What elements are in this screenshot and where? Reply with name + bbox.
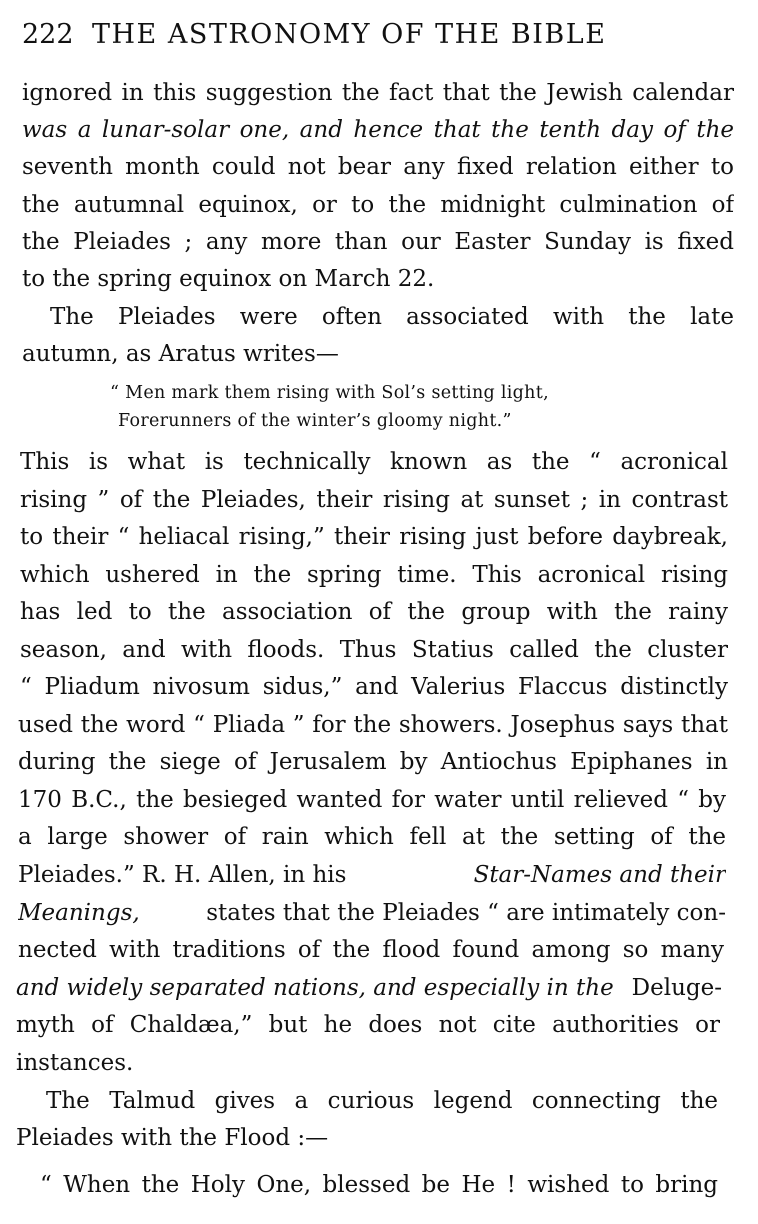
text-line: was a lunar-solar one, and hence that the tenth day of the — [22, 117, 734, 143]
book-title-italic: Star-Names and their — [473, 862, 726, 888]
text-line: Pleiades with the Flood :— — [16, 1125, 329, 1151]
text-line: which ushered in the spring time. This acronical rising — [20, 562, 728, 588]
text-run: Pleiades.” R. H. Allen, in his — [18, 862, 347, 888]
text-line: has led to the association of the group with the rainy — [20, 599, 728, 625]
text-line: the Pleiades ; any more than our Easter Sunday is fixed — [22, 229, 734, 255]
text-line: The Talmud gives a curious legend connecting the — [46, 1088, 718, 1114]
text-line: myth of Chaldæa,” but he does not cite authorities or — [16, 1012, 720, 1038]
running-header — [22, 16, 682, 56]
text-line: 170 B.C., the besieged wanted for water until relieved “ by — [18, 787, 726, 813]
text-line: seventh month could not bear any fixed relation either to — [22, 154, 734, 180]
running-title: THE ASTRONOMY OF THE BIBLE — [92, 19, 607, 50]
text-line: season, and with floods. Thus Statius called the cluster — [20, 637, 728, 663]
verse-line: Forerunners of the winter’s gloomy night.” — [118, 411, 512, 431]
text-line: autumn, as Aratus writes— — [22, 341, 339, 367]
text-line: The Pleiades were often associated with the late — [50, 304, 734, 330]
text-line: a large shower of rain which fell at the setting of the — [18, 824, 726, 850]
text-line: ignored in this suggestion the fact that the Jewish calendar — [22, 80, 734, 106]
text-line — [18, 858, 726, 894]
text-line: used the word “ Pliada ” for the showers. Josephus says that — [18, 712, 728, 738]
text-line — [18, 896, 726, 932]
text-line: the autumnal equinox, or to the midnight culmination of — [22, 192, 734, 218]
text-line: This is what is technically known as the “ acronical — [20, 449, 728, 475]
text-run-italic: and widely separated nations, and especially in the — [16, 975, 614, 1001]
text-line: “ When the Holy One, blessed be He ! wished to bring — [40, 1172, 718, 1198]
text-line — [16, 971, 722, 1007]
text-run: Deluge- — [631, 975, 722, 1001]
text-line: rising ” of the Pleiades, their rising at sunset ; in contrast — [20, 487, 728, 513]
verse-line: “ Men mark them rising with Sol’s setting light, — [110, 383, 549, 403]
page-number: 222 — [22, 19, 74, 50]
text-line: “ Pliadum nivosum sidus,” and Valerius Flaccus distinctly — [20, 674, 728, 700]
text-line: to the spring equinox on March 22. — [22, 266, 435, 292]
book-title-italic: Meanings, — [18, 900, 140, 926]
text-line: instances. — [16, 1050, 134, 1076]
text-line: to their “ heliacal rising,” their rising just before daybreak, — [20, 524, 728, 550]
text-line: nected with traditions of the flood found among so many — [18, 937, 724, 963]
text-line: during the siege of Jerusalem by Antiochus Epiphanes in — [18, 749, 728, 775]
text-run: states that the Pleiades “ are intimately con- — [206, 900, 726, 926]
